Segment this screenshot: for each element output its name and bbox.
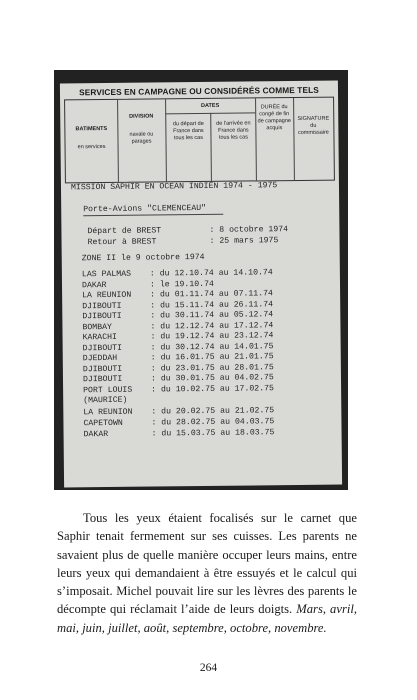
mission-title: MISSION SAPHIR EN OCEAN INDIEN 1974 - 1975 <box>70 181 278 193</box>
stop-dates: : du 16.01.75 au 21.01.75 <box>150 352 274 363</box>
carnet-page <box>60 81 342 488</box>
stop-place: DAKAR <box>81 280 107 290</box>
col-dates: DATES <box>200 102 220 109</box>
prose-line: Tous les yeux étaient focalisés sur le carnet que <box>83 511 357 525</box>
stop-place: DJIBOUTI <box>82 343 123 353</box>
stop-dates: : du 30.11.74 au 05.12.74 <box>150 310 274 321</box>
stop-dates: : du 15.11.74 au 26.11.74 <box>150 299 274 311</box>
months-italic: Mars, avril, <box>296 602 357 617</box>
zone-line: ZONE II le 9 octobre 1974 <box>81 252 205 264</box>
col-arrivee: de l'arrivée en France dans tous les cas <box>216 120 251 141</box>
stop-place: DJIBOUTI <box>82 301 122 311</box>
stop-place: DJIBOUTI <box>82 364 123 374</box>
stop-dates: : du 20.02.75 au 21.02.75 <box>151 406 275 417</box>
prose-line: Saphir tenait fermement sur ses cuisses. Les parents ne <box>57 529 357 544</box>
stop-dates: : du 30.12.74 au 14.01.75 <box>150 341 274 353</box>
col-duree: DURÉE du congé de fin de campagne acquis <box>257 104 292 132</box>
stop-place: PORT LOUIS <box>83 385 133 395</box>
col-batiments-sub: en services <box>77 143 106 151</box>
col-division: DIVISION <box>129 113 154 120</box>
stop-place: DAKAR <box>83 429 109 440</box>
body-text <box>57 509 357 637</box>
stop-place: LA REUNION <box>83 407 133 418</box>
col-division-sub: navale ou parages <box>129 131 154 145</box>
carnet-header-grid <box>64 97 335 184</box>
carnet-header-title: SERVICES EN CAMPAGNE OU CONSIDÉRÉS COMME TELS <box>79 84 319 98</box>
col-signature: SIGNATURE du commissaire <box>297 115 330 136</box>
stop-dates: : du 12.10.74 au 14.10.74 <box>149 268 273 279</box>
prose-line <box>57 600 357 618</box>
depart-value: : 8 octobre 1974 <box>209 225 289 235</box>
stop-place: CAPETOWN <box>83 418 123 429</box>
stop-dates: : du 30.01.75 au 04.02.75 <box>150 373 274 384</box>
prose-line: s’imposait. Michel pouvait lire sur les lèvres des parents le <box>57 584 357 599</box>
col-batiments: BATIMENTS <box>75 125 108 133</box>
retour-label: Retour à BREST <box>87 237 157 248</box>
col-depart: du départ de France dans tous les cas <box>172 120 204 142</box>
stop-place: BOMBAY <box>82 322 112 332</box>
page-number: 264 <box>199 662 218 674</box>
prose-line: savaient plus de quelle manière occuper leurs mains, entre <box>57 547 357 562</box>
stop-place: LA REUNION <box>82 290 132 301</box>
stop-dates: : du 01.11.74 au 07.11.74 <box>150 289 273 300</box>
depart-label: Départ de BREST <box>87 226 162 237</box>
prose-line <box>57 619 357 637</box>
stop-place: KARACHI <box>82 332 118 343</box>
retour-value: : 25 mars 1975 <box>209 236 279 246</box>
stop-dates: : le 19.10.74 <box>149 279 214 290</box>
stop-place: DJEDDAH <box>82 353 118 364</box>
stop-place: LAS PALMAS <box>81 269 132 280</box>
stop-place: DJIBOUTI <box>82 374 123 385</box>
carnet-photo <box>54 70 348 490</box>
months-italic: mai, juin, juillet, août, septembre, octobre, novembre. <box>57 620 327 635</box>
ship-name: Porte-Avions "CLEMENCEAU" <box>83 203 207 215</box>
stop-dates: : du 15.03.75 au 18.03.75 <box>151 428 275 439</box>
stop-dates: : du 12.12.74 au 17.12.74 <box>150 320 274 332</box>
stop-place: (MAURICE) <box>83 395 128 406</box>
stop-dates: : du 23.01.75 au 28.01.75 <box>150 362 274 374</box>
stop-dates: : du 10.02.75 au 17.02.75 <box>151 383 274 395</box>
stop-dates: : du 28.02.75 au 04.03.75 <box>151 417 275 428</box>
stop-dates: : du 19.12.74 au 23.12.74 <box>150 331 274 342</box>
stop-place: DJIBOUTI <box>82 311 122 322</box>
prose-text: décompte qui réclamait l’aide de leurs doigts. <box>57 602 297 617</box>
prose-line: leurs yeux qui demandaient à être essuyés et le calcul qui <box>57 565 357 580</box>
